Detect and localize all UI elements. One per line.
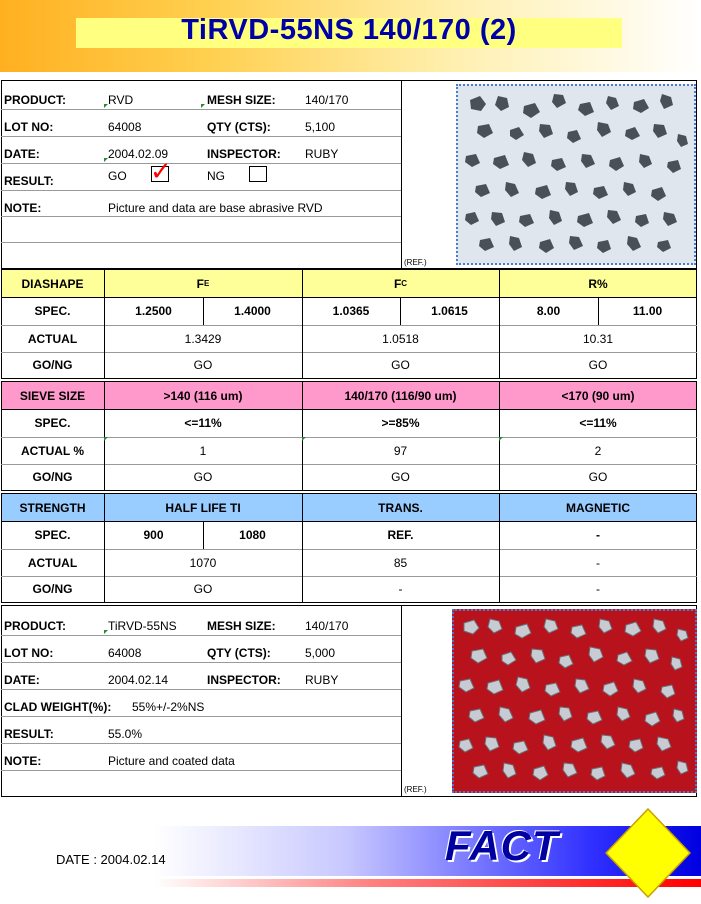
row-line xyxy=(1,576,697,577)
note-label: NOTE: xyxy=(4,201,42,215)
col-line xyxy=(302,381,303,491)
row-line xyxy=(1,190,401,191)
halflife-spec-max: 1080 xyxy=(239,528,266,542)
check-icon: ✓ xyxy=(150,156,172,186)
coated-abrasive-photo xyxy=(452,609,697,793)
sieve-actual-under: 2 xyxy=(594,443,602,458)
go-label: GO xyxy=(108,169,127,183)
ng-label: NG xyxy=(207,169,225,183)
fc-actual: 1.0518 xyxy=(382,331,419,346)
magnetic-spec: - xyxy=(596,528,600,542)
diashape-header: DIASHAPE xyxy=(1,270,104,297)
fact-logo: FACT xyxy=(445,822,559,869)
coated-note-value: Picture and coated data xyxy=(108,754,235,768)
strength-col-trans: TRANS. xyxy=(302,494,499,521)
inspector-value: RUBY xyxy=(305,147,339,161)
sieve-header: SIEVE SIZE xyxy=(1,382,104,409)
row-line xyxy=(1,136,401,137)
bottom-info-divider xyxy=(401,605,402,797)
fc-subscript: C xyxy=(401,279,408,288)
coated-inspector-value: RUBY xyxy=(305,673,339,687)
sieve-actual-label: ACTUAL % xyxy=(20,443,85,458)
comment-marker xyxy=(302,437,306,441)
diamond-logo-icon xyxy=(604,806,692,900)
comment-marker xyxy=(104,158,108,162)
sieve-actual-mid: 97 xyxy=(393,443,408,458)
strength-gong-label: GO/NG xyxy=(32,582,73,596)
halflife-actual: 1070 xyxy=(189,555,217,570)
fc-spec-max: 1.0615 xyxy=(431,304,468,318)
row-line xyxy=(1,770,401,771)
inspector-label: INSPECTOR: xyxy=(207,147,281,161)
sieve-frame xyxy=(1,381,697,491)
product-value: RVD xyxy=(108,93,134,107)
coated-mesh-value: 140/170 xyxy=(305,619,349,633)
sieve-spec-mid: >=85% xyxy=(381,416,420,430)
actual-label: ACTUAL xyxy=(27,331,78,346)
coated-qty-label: QTY (CTS): xyxy=(207,646,271,660)
mesh-label: MESH SIZE: xyxy=(207,93,276,107)
date-value: 2004.02.09 xyxy=(108,147,169,161)
r-header: R% xyxy=(499,270,697,297)
date-label: DATE: xyxy=(4,147,40,161)
col-line xyxy=(499,269,500,379)
col-line xyxy=(400,297,401,325)
coated-product-label: PRODUCT: xyxy=(4,619,66,633)
fc-gong: GO xyxy=(391,358,410,372)
comment-marker xyxy=(201,104,205,108)
qty-label: QTY (CTS): xyxy=(207,120,271,134)
row-line xyxy=(1,716,401,717)
r-spec-max: 11.00 xyxy=(632,304,663,318)
ref-label: (REF.) xyxy=(404,258,427,267)
col-line xyxy=(302,493,303,603)
sieve-gong-mid: GO xyxy=(391,470,410,484)
row-line xyxy=(1,662,401,663)
clad-weight-label: CLAD WEIGHT(%): xyxy=(4,700,112,714)
r-spec-min: 8.00 xyxy=(536,304,561,318)
row-line xyxy=(1,743,401,744)
base-abrasive-photo xyxy=(456,84,696,265)
row-line xyxy=(1,242,401,243)
coated-inspector-label: INSPECTOR: xyxy=(207,673,281,687)
result-label: RESULT: xyxy=(4,174,54,188)
col-line xyxy=(302,269,303,379)
coated-lot-label: LOT NO: xyxy=(4,646,54,660)
coated-product-value: TiRVD-55NS xyxy=(108,619,177,633)
footer-date: DATE : 2004.02.14 xyxy=(56,852,166,867)
col-line xyxy=(104,493,105,603)
fe-spec-max: 1.4000 xyxy=(234,304,271,318)
sieve-col-over: >140 (116 um) xyxy=(104,382,302,409)
magnetic-actual: - xyxy=(596,555,600,570)
r-actual: 10.31 xyxy=(582,331,614,346)
fe-symbol: F xyxy=(196,276,204,291)
coated-date-value: 2004.02.14 xyxy=(108,673,169,687)
coated-mesh-label: MESH SIZE: xyxy=(207,619,276,633)
sieve-gong-label: GO/NG xyxy=(32,470,73,484)
sieve-gong-under: GO xyxy=(588,470,608,484)
sieve-col-mid: 140/170 (116/90 um) xyxy=(302,382,499,409)
col-line xyxy=(104,381,105,491)
halflife-gong: GO xyxy=(193,582,213,596)
col-line xyxy=(598,297,599,325)
coated-result-value: 55.0% xyxy=(108,727,143,741)
page-title: TiRVD-55NS 140/170 (2) xyxy=(181,14,517,46)
sieve-spec-under: <=11% xyxy=(579,416,617,430)
sieve-spec-label: SPEC. xyxy=(34,416,71,430)
fe-actual: 1.3429 xyxy=(184,331,222,346)
comment-marker xyxy=(104,437,108,441)
row-line xyxy=(1,409,697,410)
comment-marker xyxy=(499,437,503,441)
fc-spec-min: 1.0365 xyxy=(332,304,370,318)
sieve-spec-over: <=11% xyxy=(184,416,222,430)
spec-label: SPEC. xyxy=(34,304,71,318)
col-line xyxy=(203,297,204,325)
sieve-col-under: <170 (90 um) xyxy=(499,382,697,409)
row-line xyxy=(1,635,401,636)
r-gong: GO xyxy=(588,358,608,372)
row-line xyxy=(1,521,697,522)
fe-gong: GO xyxy=(193,358,213,372)
magnetic-gong: - xyxy=(596,582,600,596)
trans-actual: 85 xyxy=(393,555,408,570)
lot-label: LOT NO: xyxy=(4,120,54,134)
col-line xyxy=(499,381,500,491)
row-line xyxy=(1,464,697,465)
strength-col-halflife: HALF LIFE TI xyxy=(104,494,302,521)
trans-spec: REF. xyxy=(387,528,414,542)
strength-spec-label: SPEC. xyxy=(34,528,71,542)
strength-col-magnetic: MAGNETIC xyxy=(499,494,697,521)
col-line xyxy=(499,493,500,603)
fe-subscript: E xyxy=(204,279,210,288)
lot-value: 64008 xyxy=(108,120,142,134)
col-line xyxy=(203,521,204,549)
row-line xyxy=(1,325,697,326)
strength-actual-label: ACTUAL xyxy=(27,555,78,570)
coated-result-label: RESULT: xyxy=(4,727,54,741)
trans-gong: - xyxy=(398,582,403,596)
qty-value: 5,100 xyxy=(305,120,336,134)
product-label: PRODUCT: xyxy=(4,93,66,107)
strength-frame xyxy=(1,493,697,603)
row-line xyxy=(1,549,697,550)
sieve-gong-over: GO xyxy=(193,470,213,484)
diamond-grains-image xyxy=(458,86,694,263)
strength-header: STRENGTH xyxy=(1,494,104,521)
row-line xyxy=(1,689,401,690)
diashape-frame xyxy=(1,269,697,379)
row-line xyxy=(1,163,401,164)
top-info-divider xyxy=(401,80,402,269)
coated-note-label: NOTE: xyxy=(4,754,42,768)
note-value: Picture and data are base abrasive RVD xyxy=(108,201,323,215)
row-line xyxy=(1,109,401,110)
comment-marker xyxy=(104,104,108,108)
halflife-spec-min: 900 xyxy=(143,528,164,542)
ng-checkbox[interactable] xyxy=(249,166,267,182)
mesh-value: 140/170 xyxy=(305,93,349,107)
row-line xyxy=(1,216,401,217)
fc-symbol: F xyxy=(393,276,402,291)
row-line xyxy=(1,352,697,353)
coated-qty-value: 5,000 xyxy=(305,646,336,660)
coated-ref-label: (REF.) xyxy=(404,785,427,794)
sieve-actual-over: 1 xyxy=(199,443,207,458)
coated-grains-image xyxy=(454,611,695,791)
gong-label: GO/NG xyxy=(32,358,73,372)
fe-spec-min: 1.2500 xyxy=(135,304,172,318)
coated-lot-value: 64008 xyxy=(108,646,142,660)
col-line xyxy=(104,269,105,379)
clad-weight-value: 55%+/-2%NS xyxy=(132,700,205,714)
comment-marker xyxy=(104,630,108,634)
row-line xyxy=(1,297,697,298)
coated-date-label: DATE: xyxy=(4,673,40,687)
